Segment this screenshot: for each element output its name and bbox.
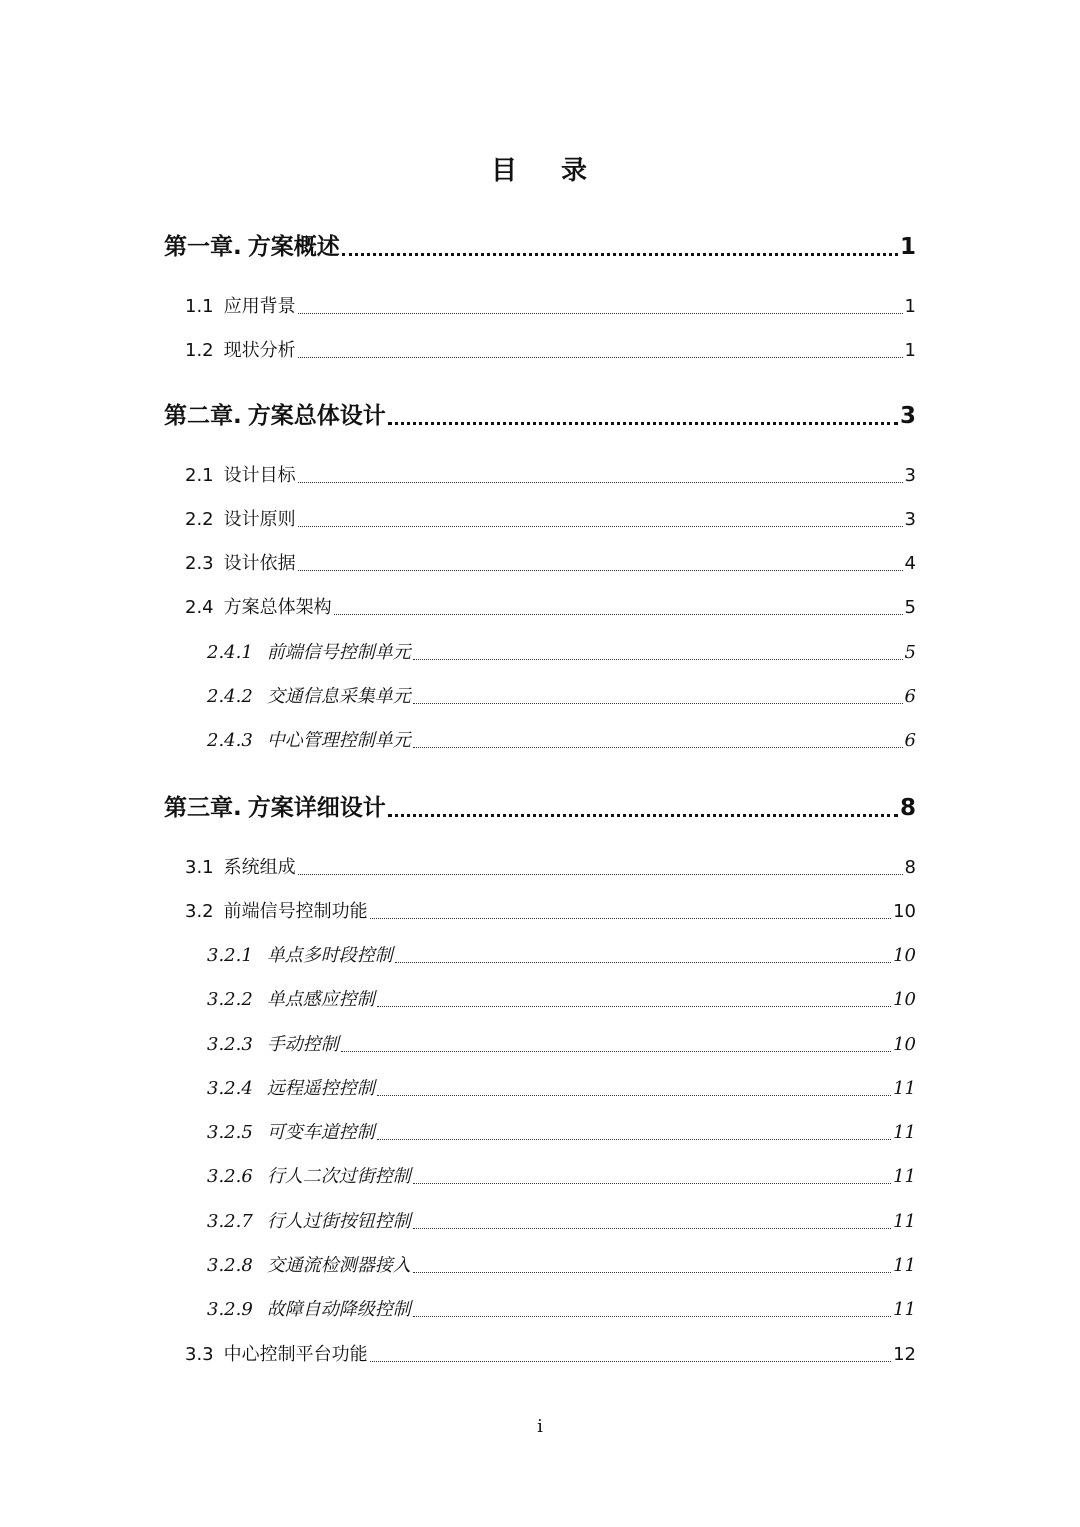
toc-entry-label: 系统组成 [223, 857, 296, 878]
toc-entry-number: 2.4.3 [207, 730, 253, 751]
toc-entry-title [185, 505, 296, 531]
toc-entry-number: 第二章. [164, 403, 242, 429]
toc-entry-page: 5 [904, 642, 916, 663]
toc-entry-subsection[interactable] [207, 941, 916, 967]
toc-entry-title [185, 593, 332, 619]
toc-entry-section[interactable] [185, 292, 916, 318]
toc-entry-number: 1.2 [185, 340, 214, 361]
toc-entry-number: 第一章. [164, 234, 242, 260]
toc-entry-subsection[interactable] [207, 1295, 916, 1321]
toc-entry-chapter[interactable] [164, 789, 916, 822]
toc-entry-label: 行人二次过街控制 [266, 1166, 411, 1187]
toc-entry-page: 11 [893, 1299, 916, 1320]
dot-leader [413, 1272, 891, 1273]
toc-entry-section[interactable] [185, 593, 916, 619]
toc-entry-section[interactable] [185, 461, 916, 487]
toc-entry-section[interactable] [185, 1340, 916, 1366]
toc-entry-subsection[interactable] [207, 985, 916, 1011]
dot-leader [334, 614, 903, 615]
toc-entry-label: 单点感应控制 [266, 989, 375, 1010]
dot-leader [298, 313, 903, 314]
dot-leader [413, 659, 903, 660]
toc-entry-page: 3 [899, 403, 916, 429]
toc-entry-label: 设计目标 [223, 465, 296, 486]
toc-entry-number: 第三章. [164, 795, 242, 821]
toc-entry-title [185, 461, 296, 487]
toc-entry-page: 10 [893, 989, 916, 1010]
toc-entry-subsection[interactable] [207, 638, 916, 664]
toc-entry-number: 3.3 [185, 1344, 214, 1365]
toc-entry-number: 2.1 [185, 465, 214, 486]
toc-entry-label: 单点多时段控制 [266, 945, 393, 966]
toc-entry-number: 2.4 [185, 597, 214, 618]
toc-entry-section[interactable] [185, 505, 916, 531]
toc-entry-number: 3.2.2 [207, 989, 253, 1010]
toc-entry-page: 11 [893, 1122, 916, 1143]
toc-entry-number: 1.1 [185, 296, 214, 317]
toc-entry-label: 故障自动降级控制 [266, 1299, 411, 1320]
toc-entry-number: 3.2.1 [207, 945, 253, 966]
dot-leader [413, 1183, 891, 1184]
toc-entry-subsection[interactable] [207, 1030, 916, 1056]
toc-entry-title [207, 1118, 375, 1144]
toc-entry-subsection[interactable] [207, 1162, 916, 1188]
toc-entry-number: 3.2.9 [207, 1299, 253, 1320]
toc-entry-chapter[interactable] [164, 397, 916, 430]
toc-entry-title [207, 682, 411, 708]
toc-entry-number: 3.2.8 [207, 1255, 253, 1276]
toc-entry-page: 10 [893, 1034, 916, 1055]
toc-entry-section[interactable] [185, 897, 916, 923]
toc-entry-title [207, 638, 411, 664]
toc-entry-subsection[interactable] [207, 726, 916, 752]
toc-entry-page: 8 [904, 857, 916, 878]
dot-leader [370, 918, 891, 919]
dot-leader [298, 357, 903, 358]
toc-entry-title [164, 789, 386, 822]
toc-entry-title [185, 897, 368, 923]
dot-leader [342, 253, 898, 256]
page-title [0, 150, 1080, 187]
dot-leader [413, 747, 903, 748]
toc-entry-label: 方案总体架构 [223, 597, 332, 618]
toc-entry-page: 8 [899, 795, 916, 821]
dot-leader [370, 1361, 891, 1362]
dot-leader [341, 1051, 891, 1052]
toc-entry-chapter[interactable] [164, 228, 916, 261]
toc-entry-subsection[interactable] [207, 1074, 916, 1100]
toc-entry-label: 前端信号控制单元 [266, 642, 411, 663]
toc-entry-title [164, 397, 386, 430]
title-char-1: 目 [490, 156, 519, 186]
toc-entry-title [185, 336, 296, 362]
toc-entry-title [164, 228, 340, 261]
toc-entry-number: 3.2.3 [207, 1034, 253, 1055]
dot-leader [413, 1316, 891, 1317]
toc-entry-title [207, 1030, 339, 1056]
toc-entry-subsection[interactable] [207, 1207, 916, 1233]
toc-entry-page: 12 [893, 1344, 916, 1365]
toc-entry-number: 3.1 [185, 857, 214, 878]
toc-entry-title [207, 1162, 411, 1188]
dot-leader [377, 1139, 891, 1140]
toc-entry-page: 11 [893, 1211, 916, 1232]
toc-entry-label: 远程遥控控制 [266, 1078, 375, 1099]
toc-entry-subsection[interactable] [207, 1251, 916, 1277]
toc-entry-number: 3.2.4 [207, 1078, 253, 1099]
toc-entry-page: 11 [893, 1255, 916, 1276]
toc-entry-label: 中心管理控制单元 [266, 730, 411, 751]
toc-entry-label: 前端信号控制功能 [223, 901, 368, 922]
dot-leader [377, 1006, 891, 1007]
toc-entry-title [207, 1074, 375, 1100]
dot-leader [388, 814, 898, 817]
toc-entry-label: 交通信息采集单元 [266, 686, 411, 707]
toc-entry-number: 2.2 [185, 509, 214, 530]
title-char-2: 录 [561, 156, 590, 186]
toc-entry-section[interactable] [185, 336, 916, 362]
toc-entry-page: 11 [893, 1166, 916, 1187]
toc-entry-label: 设计原则 [223, 509, 296, 530]
toc-entry-label: 应用背景 [223, 296, 296, 317]
toc-entry-label: 方案详细设计 [247, 795, 386, 821]
dot-leader [377, 1095, 891, 1096]
toc-entry-page: 11 [893, 1078, 916, 1099]
toc-entry-subsection[interactable] [207, 1118, 916, 1144]
toc-entry-number: 2.4.1 [207, 642, 253, 663]
toc-entry-section[interactable] [185, 853, 916, 879]
toc-entry-title [185, 549, 296, 575]
toc-entry-page: 4 [904, 553, 916, 574]
toc-entry-label: 可变车道控制 [266, 1122, 375, 1143]
toc-entry-page: 6 [904, 686, 916, 707]
dot-leader [298, 526, 903, 527]
toc-entry-title [185, 853, 296, 879]
toc-entry-title [207, 941, 393, 967]
dot-leader [298, 874, 903, 875]
toc-entry-label: 交通流检测器接入 [266, 1255, 411, 1276]
toc-entry-title [185, 292, 296, 318]
toc-entry-label: 行人过街按钮控制 [266, 1211, 411, 1232]
toc-entry-title [207, 726, 411, 752]
toc-entry-number: 2.4.2 [207, 686, 253, 707]
toc-entry-title [207, 1207, 411, 1233]
dot-leader [413, 703, 903, 704]
toc-entry-number: 3.2.7 [207, 1211, 253, 1232]
toc-entry-number: 2.3 [185, 553, 214, 574]
dot-leader [298, 570, 903, 571]
toc-entry-label: 方案总体设计 [247, 403, 386, 429]
toc-entry-page: 1 [904, 296, 916, 317]
page-number: i [537, 1416, 543, 1437]
dot-leader [395, 962, 891, 963]
toc-entry-number: 3.2.6 [207, 1166, 253, 1187]
toc-entry-label: 手动控制 [266, 1034, 339, 1055]
toc-entry-label: 设计依据 [223, 553, 296, 574]
toc-entry-page: 1 [904, 340, 916, 361]
toc-entry-title [185, 1340, 368, 1366]
toc-entry-label: 中心控制平台功能 [223, 1344, 368, 1365]
toc-entry-subsection[interactable] [207, 682, 916, 708]
toc-entry-page: 10 [893, 945, 916, 966]
toc-entry-page: 3 [904, 465, 916, 486]
dot-leader [388, 422, 898, 425]
dot-leader [413, 1228, 891, 1229]
toc-entry-title [207, 1295, 411, 1321]
toc-entry-label: 现状分析 [223, 340, 296, 361]
toc-entry-label: 方案概述 [247, 234, 340, 260]
toc-entry-section[interactable] [185, 549, 916, 575]
toc-entry-page: 5 [904, 597, 916, 618]
toc-entry-page: 6 [904, 730, 916, 751]
toc-entry-title [207, 985, 375, 1011]
toc-entry-number: 3.2 [185, 901, 214, 922]
toc-entry-page: 3 [904, 509, 916, 530]
toc-entry-page: 1 [899, 234, 916, 260]
dot-leader [298, 482, 903, 483]
toc-entry-number: 3.2.5 [207, 1122, 253, 1143]
toc-entry-title [207, 1251, 411, 1277]
toc-entry-page: 10 [893, 901, 916, 922]
